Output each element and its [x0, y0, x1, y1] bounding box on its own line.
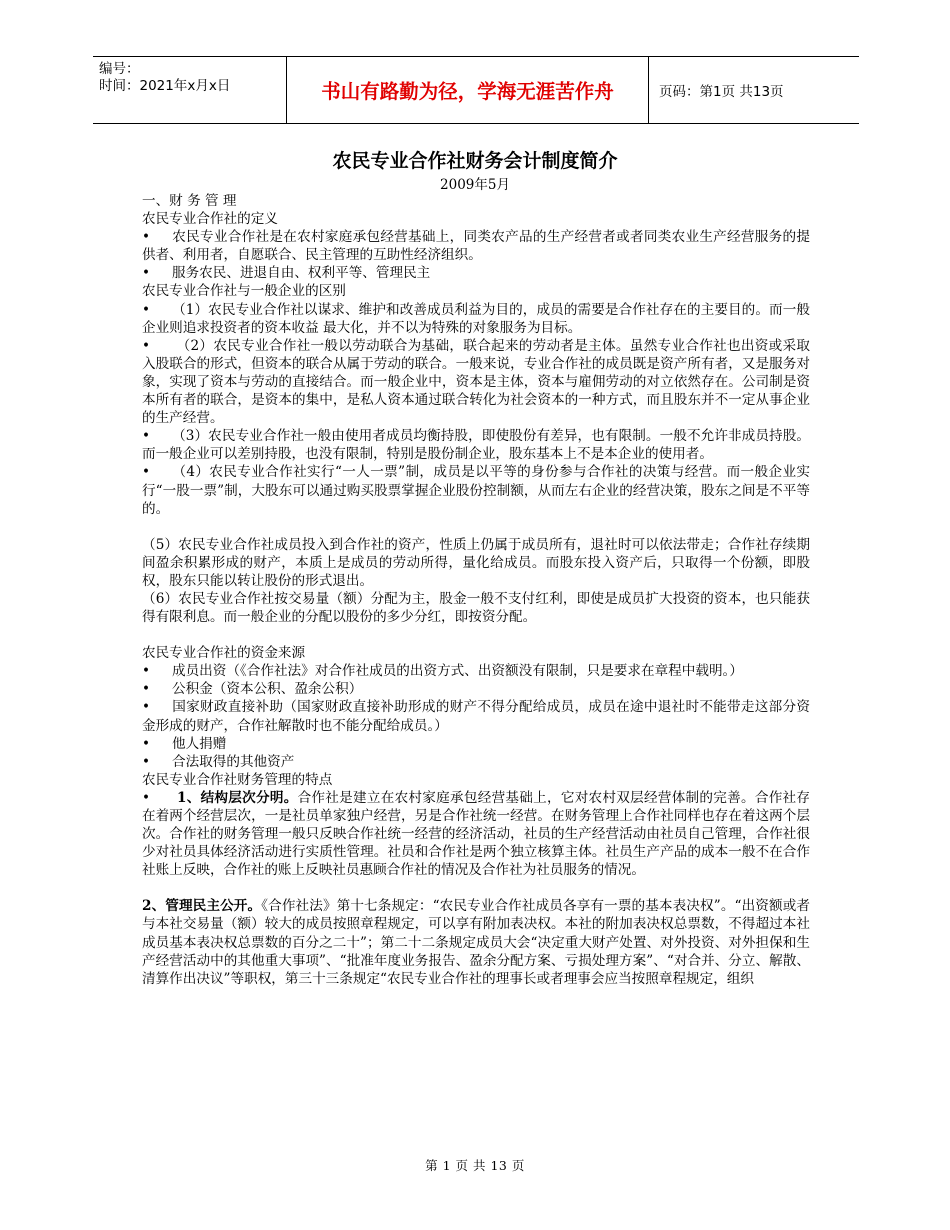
list-item: • （4）农民专业合作社实行“一人一票”制，成员是以平等的身份参与合作社的决策与经营。而一般企业实行“一股一票”制，大股东可以通过购买股票掌握企业股份控制额，从而左右企业的经营决策，股东之间是不平等的。 — [142, 464, 810, 517]
bullet-icon: • — [142, 464, 151, 481]
paragraph: 2、管理民主公开。《合作社法》第十七条规定：“农民专业合作社成员各享有一票的基本表决权”。“出资额或者与本社交易量（额）较大的成员按照章程规定，可以享有附加表决权。本社的附加表决权总票数，不得超过本社成员基本表决权总票数的百分之二十”；第二十二条规定成员大会“决定重大财产处置、对外投资、对外担保和生产经营活动中的其他重大事项”、“批准年度业务报告、盈余分配方案、亏损处理方案”、“对合并、分立、解散、清算作出决议”等职权，第三十三条规定“农民专业合作社的理事长或者理事会应当按照章程规定，组织 — [142, 898, 810, 987]
feature-title: 1、结构层次分明。 — [172, 789, 298, 806]
fund-heading: 农民专业合作社的资金来源 — [142, 645, 306, 662]
list-item: • （3）农民专业合作社一般由使用者成员均衡持股，即使股份有差异，也有限制。一般不允许非成员持股。而一般企业可以差别持股，也没有限制，特别是股份制企业，股东基本上不是本企业的使用者。 — [142, 428, 810, 463]
header-motto: 书山有路勤为径，学海无涯苦作舟 — [286, 57, 649, 123]
list-item: • 合法取得的其他资产 — [142, 753, 295, 770]
bullet-icon: • — [142, 301, 151, 318]
spacer — [142, 518, 810, 536]
bullet-icon: • — [142, 428, 151, 445]
section-heading: 一、财 务 管 理 — [142, 193, 237, 209]
doc-number-label: 编号： — [99, 61, 140, 77]
list-item: • 1、结构层次分明。合作社是建立在农村家庭承包经营基础上，它对农村双层经营体制的完善。合作社存在着两个经营层次，一是社员单家独户经营，另是合作社统一经营。在财务管理上合作社同样也存在着这两个层次。合作社的财务管理一般只反映合作社统一经营的经济活动，社员的生产经营活动由社员自己管理，合作社很少对社员具体经济活动进行实质性管理。社员和合作社是两个独立核算主体。社员生产产品的成本一般不在合作社账上反映，合作社的账上反映社员惠顾合作社的情况及合作社为社员服务的情况。 — [142, 789, 810, 879]
difference-heading: 农民专业合作社与一般企业的区别 — [142, 283, 346, 300]
spacer — [142, 879, 810, 897]
spacer — [142, 626, 810, 644]
bullet-icon: • — [142, 265, 151, 282]
list-item: • 国家财政直接补助（国家财政直接补助形成的财产不得分配给成员，成员在途中退社时不能带走这部分资金形成的财产，合作社解散时也不能分配给成员。） — [142, 699, 810, 734]
bullet-icon: • — [142, 337, 151, 354]
bullet-icon: • — [142, 681, 151, 698]
page-header — [93, 56, 859, 124]
bullet-icon: • — [142, 753, 151, 770]
header-meta — [93, 57, 286, 123]
definition-heading: 农民专业合作社的定义 — [142, 211, 278, 228]
bullet-icon: • — [142, 229, 151, 246]
list-item: • （1）农民专业合作社以谋求、维护和改善成员利益为目的，成员的需要是合作社存在的主要目的。而一般企业则追求投资者的资本收益 最大化，并不以为特殊的对象服务为目标。 — [142, 301, 810, 336]
bullet-icon: • — [142, 789, 151, 806]
list-item: • （2）农民专业合作社一般以劳动联合为基础，联合起来的劳动者是主体。虽然专业合作社也出资或采取入股联合的形式，但资本的联合从属于劳动的联合。一般来说，专业合作社的成员既是资产所有者，又是服务对象，实现了资本与劳动的直接结合。而一般企业中，资本是主体，资本与雇佣劳动的对立依然存在。公司制是资本所有者的联合，是资本的集中，是私人资本通过联合转化为社会资本的一种方式，而且股东并不一定从事企业的生产经营。 — [142, 337, 810, 427]
page-footer: 第 1 页 共 13 页 — [425, 1158, 525, 1173]
document-date: 2009年5月 — [440, 177, 510, 193]
document-body — [142, 192, 810, 988]
list-item: • 农民专业合作社是在农村家庭承包经营基础上，同类农产品的生产经营者或者同类农业生产经营服务的提供者、利用者，自愿联合、民主管理的互助性经济组织。 — [142, 229, 810, 264]
time-label: 时间：2021年x月x日 — [99, 78, 231, 94]
feature-title: 2、管理民主公开。 — [142, 898, 262, 915]
list-item: • 服务农民、进退自由、权利平等、管理民主 — [142, 265, 431, 282]
list-item: • 成员出资（《合作社法》对合作社成员的出资方式、出资额没有限制，只是要求在章程中载明。） — [142, 663, 743, 680]
list-item: • 公积金（资本公积、盈余公积） — [142, 681, 363, 698]
header-page-info: 页码：第1页 共13页 — [659, 84, 784, 100]
list-item: • 他人捐赠 — [142, 735, 227, 752]
document-title: 农民专业合作社财务会计制度简介 — [332, 150, 618, 172]
bullet-icon: • — [142, 735, 151, 752]
paragraph: （6）农民专业合作社按交易量（额）分配为主，股金一般不支付红利，即使是成员扩大投资的资本，也只能获得有限利息。而一般企业的分配以股份的多少分红，即按资分配。 — [142, 590, 810, 626]
bullet-icon: • — [142, 663, 151, 680]
paragraph: （5）农民专业合作社成员投入到合作社的资产，性质上仍属于成员所有，退社时可以依法带走；合作社存续期间盈余积累形成的财产，本质上是成员的劳动所得，量化给成员。而股东投入资产后，只取得一个份额，即股权，股东只能以转让股份的形式退出。 — [142, 536, 810, 589]
bullet-icon: • — [142, 699, 151, 716]
feature-heading: 农民专业合作社财务管理的特点 — [142, 771, 333, 788]
